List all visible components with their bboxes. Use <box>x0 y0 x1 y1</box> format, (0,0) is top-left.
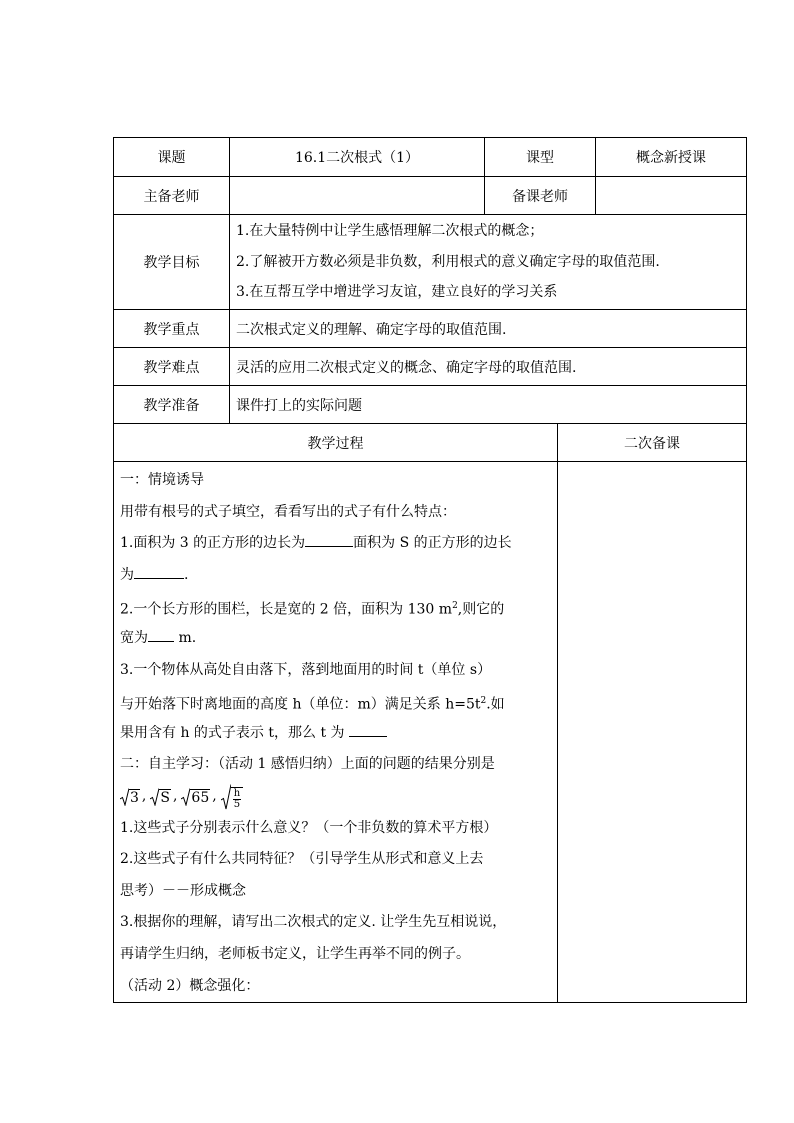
type-value: 概念新授课 <box>596 138 747 177</box>
radical-sign-icon <box>221 784 231 810</box>
process-header: 教学过程 <box>114 424 558 462</box>
process-line <box>120 528 551 560</box>
row-process-content <box>114 462 747 1003</box>
process-text: 2.一个长方形的围栏，长是宽的 2 倍，面积为 130 m <box>120 602 453 619</box>
process-content <box>114 462 558 1003</box>
type-label: 课型 <box>485 138 596 177</box>
row-process-header <box>114 424 747 462</box>
superscript: 2 <box>480 696 487 707</box>
row-key-point <box>114 310 747 348</box>
radical-sign-icon <box>150 788 159 806</box>
process-text: m. <box>174 629 197 646</box>
row-difficulty <box>114 348 747 386</box>
process-text: 面积为 S 的正方形的边长 <box>353 535 512 552</box>
process-text: 为 <box>120 566 134 583</box>
process-line: （活动 2）概念强化： <box>120 977 260 994</box>
process-line <box>120 560 551 592</box>
goals-content <box>230 215 747 310</box>
preparation-value: 课件打上的实际问题 <box>230 386 747 424</box>
second-prep-header: 二次备课 <box>558 424 747 462</box>
process-line: 用带有根号的式子填空，看看写出的式子有什么特点： <box>120 503 456 520</box>
process-line: 1.这些式子分别表示什么意义？（一个非负数的算术平方根） <box>120 819 498 836</box>
process-text: ,则它的 <box>457 602 505 619</box>
root-expressions: 3 , S , 65 , $\frac{h}{5}$ <box>120 781 551 813</box>
process-line: 思考）－－形成概念 <box>120 882 246 899</box>
key-point-value: 二次根式定义的理解、确定字母的取值范围. <box>230 310 747 348</box>
process-line <box>120 718 551 750</box>
row-teacher <box>114 177 747 215</box>
sqrt-fraction-expression: $\frac{h}{5}$ <box>221 784 243 810</box>
key-point-label: 教学重点 <box>114 310 230 348</box>
prep-teacher-label: 备课老师 <box>485 177 596 215</box>
process-line <box>120 591 551 623</box>
goal-item: 1.在大量特例中让学生感悟理解二次根式的概念； <box>236 223 544 240</box>
process-line: 3.根据你的理解，请写出二次根式的定义. 让学生先互相说说， <box>120 914 507 931</box>
row-preparation <box>114 386 747 424</box>
section-heading: 一：情境诱导 <box>120 472 204 488</box>
process-line: 3.一个物体从高处自由落下，落到地面用的时间 t（单位 s） <box>120 661 492 678</box>
process-text: 果用含有 h 的式子表示 t，那么 t 为 <box>120 724 349 741</box>
goals-label: 教学目标 <box>114 215 230 310</box>
preparation-label: 教学准备 <box>114 386 230 424</box>
topic-value: 16.1二次根式（1） <box>230 138 485 177</box>
radical-sign-icon <box>120 788 129 806</box>
process-line <box>120 623 551 655</box>
row-topic <box>114 138 747 177</box>
process-line: 再请学生归纳，老师板书定义，让学生再举不同的例子。 <box>120 945 470 962</box>
process-text: 1.面积为 3 的正方形的边长为 <box>120 535 306 552</box>
process-line: 2.这些式子有什么共同特征？（引导学生从形式和意义上去 <box>120 851 484 868</box>
superscript: 2 <box>452 601 458 612</box>
difficulty-label: 教学难点 <box>114 348 230 386</box>
lesson-plan-table <box>113 137 747 1003</box>
process-text: . <box>184 566 189 583</box>
process-text: 与开始落下时离地面的高度 h（单位：m）满足关系 h=5t <box>120 696 481 713</box>
teacher-label: 主备老师 <box>114 177 230 215</box>
teacher-value <box>230 177 485 215</box>
process-text: 宽为 <box>120 629 148 646</box>
sqrt-expression: 65 <box>181 788 210 806</box>
second-prep-content <box>558 462 747 1003</box>
answer-blank <box>134 562 184 579</box>
process-line <box>120 686 551 718</box>
topic-label: 课题 <box>114 138 230 177</box>
sqrt-expression: S <box>150 788 171 806</box>
section-heading: 二：自主学习：（活动 1 感悟归纳）上面的问题的结果分别是 <box>120 756 495 773</box>
prep-teacher-value <box>596 177 747 215</box>
goal-item: 2.了解被开方数必须是非负数，利用根式的意义确定字母的取值范围. <box>236 253 660 270</box>
answer-blank <box>148 625 174 642</box>
radical-sign-icon <box>181 788 190 806</box>
goal-item: 3.在互帮互学中增进学习友谊，建立良好的学习关系 <box>236 284 558 301</box>
difficulty-value: 灵活的应用二次根式定义的概念、确定字母的取值范围. <box>230 348 747 386</box>
answer-blank <box>349 720 387 737</box>
answer-blank <box>305 530 353 547</box>
row-goals <box>114 215 747 310</box>
process-text: .如 <box>486 696 505 713</box>
sqrt-expression: 3 <box>120 788 140 806</box>
